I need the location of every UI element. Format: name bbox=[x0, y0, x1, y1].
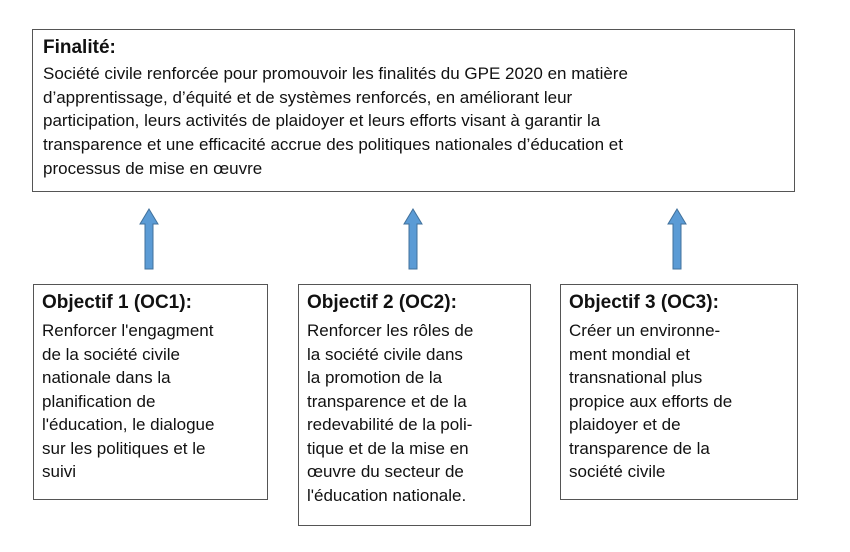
arrow-up-icon bbox=[139, 208, 159, 270]
objective-line: plaidoyer et de bbox=[569, 415, 681, 434]
objective-line: redevabilité de la poli- bbox=[307, 415, 473, 434]
objective-3-text bbox=[569, 319, 789, 484]
objective-line: société civile bbox=[569, 462, 666, 481]
finalite-box bbox=[32, 29, 795, 192]
objective-3-title: Objectif 3 (OC3): bbox=[569, 292, 719, 313]
objective-2-title: Objectif 2 (OC2): bbox=[307, 292, 457, 313]
objective-1-text bbox=[42, 319, 259, 484]
objective-line: nationale dans la bbox=[42, 368, 171, 387]
finalite-line: participation, leurs activités de plaidoyer et leurs efforts visant à garantir la bbox=[43, 111, 601, 131]
objective-1-title: Objectif 1 (OC1): bbox=[42, 292, 192, 313]
objective-line: l'éducation, le dialogue bbox=[42, 415, 215, 434]
objective-line: Renforcer les rôles de bbox=[307, 321, 474, 340]
objective-line: transparence et de la bbox=[307, 391, 467, 411]
finalite-title: Finalité: bbox=[43, 37, 116, 58]
objective-line: sur les politiques et le bbox=[42, 438, 206, 458]
finalite-line: transparence et une efficacité accrue des politiques nationales d’éducation et bbox=[43, 135, 623, 155]
objective-1-box bbox=[33, 284, 268, 500]
objective-line: suivi bbox=[42, 462, 77, 481]
objective-line: l'éducation nationale. bbox=[307, 485, 467, 505]
objective-line: la promotion de la bbox=[307, 368, 443, 387]
objective-line: la société civile dans bbox=[307, 344, 463, 364]
objective-line: propice aux efforts de bbox=[569, 391, 733, 411]
arrow-up-icon bbox=[667, 208, 687, 270]
objective-line: de la société civile bbox=[42, 344, 180, 364]
objective-2-box bbox=[298, 284, 531, 526]
objective-2-text bbox=[307, 319, 522, 507]
finalite-text bbox=[43, 62, 784, 181]
objective-3-box bbox=[560, 284, 798, 500]
objective-line: Renforcer l'engagment bbox=[42, 321, 214, 340]
arrow-up-icon bbox=[403, 208, 423, 270]
objective-line: transparence de la bbox=[569, 438, 710, 458]
objective-line: transnational plus bbox=[569, 368, 703, 387]
objective-line: ment mondial et bbox=[569, 344, 690, 364]
objective-line: planification de bbox=[42, 391, 156, 411]
finalite-line: d’apprentissage, d’équité et de systèmes renforcés, en améliorant leur bbox=[43, 87, 573, 107]
objective-line: œuvre du secteur de bbox=[307, 462, 464, 481]
objective-line: tique et de la mise en bbox=[307, 438, 469, 458]
finalite-line: processus de mise en œuvre bbox=[43, 158, 263, 178]
finalite-line: Société civile renforcée pour promouvoir les finalités du GPE 2020 en matière bbox=[43, 64, 628, 83]
objective-line: Créer un environne- bbox=[569, 321, 721, 340]
